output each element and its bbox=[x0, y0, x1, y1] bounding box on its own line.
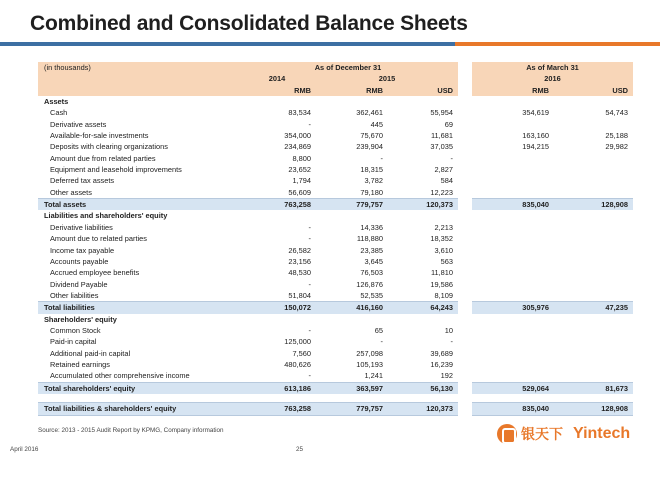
table-row bbox=[38, 336, 633, 347]
cell-value: 416,160 bbox=[316, 302, 388, 314]
page-number: 25 bbox=[296, 446, 304, 453]
cell-value bbox=[554, 164, 633, 175]
cell-value: - bbox=[308, 234, 311, 244]
cell-value: 69 bbox=[444, 119, 453, 129]
cell-value: 79,180 bbox=[360, 187, 383, 197]
cell-value bbox=[238, 210, 316, 221]
cell-value: 29,982 bbox=[605, 142, 629, 152]
cell-value bbox=[554, 394, 633, 403]
cell-value: 83,534 bbox=[288, 108, 311, 118]
cell-value bbox=[554, 290, 633, 302]
table-row bbox=[38, 256, 633, 267]
table-row bbox=[38, 222, 633, 233]
cell-value: 3,610 bbox=[434, 245, 453, 255]
cell-value: 194,215 bbox=[522, 142, 549, 152]
cell-value: 126,876 bbox=[356, 279, 383, 289]
row-label: Deposits with clearing organizations bbox=[50, 142, 168, 152]
cell-value: - bbox=[308, 371, 311, 381]
table-row bbox=[38, 119, 633, 130]
cell-value bbox=[472, 290, 554, 302]
cell-value: - bbox=[450, 337, 453, 347]
cell-value: 835,040 bbox=[472, 403, 554, 415]
currency-col-2: RMB bbox=[316, 85, 388, 96]
cell-value bbox=[388, 96, 458, 107]
cell-value bbox=[554, 222, 633, 233]
cell-value bbox=[472, 222, 554, 233]
cell-value bbox=[472, 245, 554, 256]
row-label: Liabilities and shareholders' equity bbox=[44, 211, 168, 221]
cell-value bbox=[554, 359, 633, 370]
cell-value bbox=[472, 279, 554, 290]
footer-date: April 2016 bbox=[10, 446, 39, 453]
table-row bbox=[38, 370, 633, 382]
row-label: Available-for-sale investments bbox=[50, 131, 149, 141]
row-label: Common Stock bbox=[50, 325, 101, 335]
cell-value bbox=[472, 210, 554, 221]
cell-value: 3,645 bbox=[364, 256, 383, 266]
cell-value: 14,336 bbox=[360, 222, 383, 232]
cell-value bbox=[472, 394, 554, 403]
cell-value bbox=[472, 256, 554, 267]
table-row bbox=[38, 164, 633, 175]
cell-value: 7,560 bbox=[292, 348, 311, 358]
row-label: Total liabilities bbox=[38, 302, 238, 314]
cell-value: 51,804 bbox=[288, 290, 311, 300]
currency-col-5: USD bbox=[554, 85, 633, 96]
cell-value: 779,757 bbox=[316, 403, 388, 415]
row-label: Amount due to related parties bbox=[50, 234, 147, 244]
cell-value: 234,869 bbox=[284, 142, 311, 152]
cell-value: - bbox=[308, 222, 311, 232]
cell-value: - bbox=[308, 325, 311, 335]
header-row-year bbox=[38, 73, 633, 84]
cell-value bbox=[388, 210, 458, 221]
cell-value: 445 bbox=[370, 119, 383, 129]
cell-value: 25,188 bbox=[605, 131, 629, 141]
cell-value bbox=[554, 187, 633, 199]
cell-value bbox=[554, 153, 633, 164]
cell-value: 763,258 bbox=[238, 199, 316, 211]
year-2015: 2015 bbox=[316, 73, 458, 84]
cell-value bbox=[554, 279, 633, 290]
cell-value: 52,535 bbox=[360, 290, 383, 300]
year-2014: 2014 bbox=[238, 73, 316, 84]
cell-value bbox=[472, 187, 554, 199]
cell-value: 55,954 bbox=[430, 108, 453, 118]
row-label: Accrued employee benefits bbox=[50, 268, 140, 278]
cell-value bbox=[388, 394, 458, 403]
cell-value: 18,315 bbox=[360, 165, 383, 175]
row-label bbox=[38, 394, 238, 403]
section-row bbox=[38, 314, 633, 325]
cell-value bbox=[472, 267, 554, 278]
row-label: Assets bbox=[44, 97, 69, 107]
total-row bbox=[38, 302, 633, 314]
source-note: Source: 2013 - 2015 Audit Report by KPMG, Company information bbox=[38, 427, 224, 434]
cell-value: 37,035 bbox=[430, 142, 453, 152]
cell-value bbox=[554, 256, 633, 267]
logo-mark-icon bbox=[497, 424, 517, 444]
cell-value: 16,239 bbox=[430, 359, 453, 369]
row-label: Retained earnings bbox=[50, 359, 110, 369]
cell-value: 11,681 bbox=[430, 131, 453, 141]
currency-col-3: USD bbox=[388, 85, 458, 96]
row-label: Other assets bbox=[50, 187, 92, 197]
cell-value bbox=[472, 175, 554, 186]
period-mar-header: As of March 31 bbox=[472, 62, 633, 73]
cell-value: 835,040 bbox=[472, 199, 554, 211]
cell-value: - bbox=[380, 153, 383, 163]
cell-value bbox=[238, 394, 316, 403]
cell-value: 118,880 bbox=[356, 234, 383, 244]
cell-value bbox=[472, 153, 554, 164]
table-row bbox=[38, 175, 633, 186]
row-label: Derivative liabilities bbox=[50, 222, 113, 232]
cell-value bbox=[472, 325, 554, 336]
cell-value: 563 bbox=[440, 256, 453, 266]
table-row bbox=[38, 141, 633, 152]
cell-value bbox=[472, 348, 554, 359]
cell-value: 354,619 bbox=[522, 108, 549, 118]
cell-value: 239,904 bbox=[356, 142, 383, 152]
cell-value: 128,908 bbox=[554, 403, 633, 415]
section-row bbox=[38, 210, 633, 221]
table-row bbox=[38, 267, 633, 278]
cell-value: 125,000 bbox=[284, 337, 311, 347]
table-row bbox=[38, 233, 633, 244]
table-row bbox=[38, 325, 633, 336]
cell-value: - bbox=[308, 279, 311, 289]
cell-value: 8,800 bbox=[292, 153, 311, 163]
total-row bbox=[38, 382, 633, 394]
cell-value bbox=[554, 233, 633, 244]
cell-value: 613,186 bbox=[238, 382, 316, 394]
total-row bbox=[38, 199, 633, 211]
cell-value bbox=[554, 348, 633, 359]
cell-value: 8,109 bbox=[434, 290, 453, 300]
cell-value: 10 bbox=[444, 325, 453, 335]
cell-value: 23,156 bbox=[288, 256, 311, 266]
cell-value bbox=[554, 325, 633, 336]
title-divider bbox=[0, 42, 660, 46]
cell-value bbox=[554, 210, 633, 221]
currency-col-1: RMB bbox=[238, 85, 316, 96]
cell-value: 11,810 bbox=[430, 268, 453, 278]
cell-value bbox=[554, 96, 633, 107]
cell-value bbox=[472, 314, 554, 325]
cell-value bbox=[238, 96, 316, 107]
row-label: Additional paid-in capital bbox=[50, 348, 131, 358]
cell-value: 2,213 bbox=[434, 222, 453, 232]
cell-value: - bbox=[450, 153, 453, 163]
cell-value bbox=[472, 119, 554, 130]
row-label: Cash bbox=[50, 108, 68, 118]
cell-value bbox=[316, 210, 388, 221]
cell-value: 128,908 bbox=[554, 199, 633, 211]
divider-orange-segment bbox=[455, 42, 660, 46]
spacer-row bbox=[38, 394, 633, 403]
cell-value: 779,757 bbox=[316, 199, 388, 211]
year-2016: 2016 bbox=[472, 73, 633, 84]
cell-value: 23,385 bbox=[360, 245, 383, 255]
cell-value: 48,530 bbox=[288, 268, 311, 278]
cell-value: 105,193 bbox=[356, 359, 383, 369]
table-row bbox=[38, 348, 633, 359]
cell-value: 1,241 bbox=[364, 371, 383, 381]
row-label: Derivative assets bbox=[50, 119, 107, 129]
cell-value: - bbox=[308, 119, 311, 129]
row-label: Amount due from related parties bbox=[50, 153, 156, 163]
cell-value: 18,352 bbox=[430, 234, 453, 244]
cell-value bbox=[238, 314, 316, 325]
cell-value bbox=[554, 175, 633, 186]
cell-value bbox=[316, 314, 388, 325]
cell-value bbox=[554, 267, 633, 278]
table-row bbox=[38, 130, 633, 141]
cell-value: 47,235 bbox=[554, 302, 633, 314]
page-title: Combined and Consolidated Balance Sheets bbox=[30, 12, 468, 35]
cell-value: 163,160 bbox=[522, 131, 549, 141]
cell-value: 39,689 bbox=[430, 348, 453, 358]
cell-value bbox=[472, 164, 554, 175]
cell-value bbox=[316, 394, 388, 403]
table-row bbox=[38, 290, 633, 302]
cell-value bbox=[472, 233, 554, 244]
cell-value: 65 bbox=[374, 325, 383, 335]
table-row bbox=[38, 279, 633, 290]
cell-value: 120,373 bbox=[388, 199, 458, 211]
cell-value: 305,976 bbox=[472, 302, 554, 314]
cell-value: 2,827 bbox=[434, 165, 453, 175]
row-label: Total liabilities & shareholders' equity bbox=[38, 403, 238, 415]
logo-chinese-text: 银天下 bbox=[521, 426, 563, 442]
logo-english-text: Yintech bbox=[573, 425, 631, 442]
cell-value: 56,130 bbox=[388, 382, 458, 394]
cell-value: 81,673 bbox=[554, 382, 633, 394]
units-label: (in thousands) bbox=[38, 62, 238, 73]
cell-value: 3,782 bbox=[364, 176, 383, 186]
row-label: Dividend Payable bbox=[50, 279, 108, 289]
cell-value bbox=[472, 370, 554, 382]
row-label: Total assets bbox=[38, 199, 238, 211]
cell-value: 23,652 bbox=[288, 165, 311, 175]
cell-value: 257,098 bbox=[356, 348, 383, 358]
cell-value: 480,626 bbox=[284, 359, 311, 369]
row-label: Paid-in capital bbox=[50, 337, 97, 347]
row-label: Accumulated other comprehensive income bbox=[50, 371, 190, 381]
row-label: Shareholders' equity bbox=[44, 314, 117, 324]
cell-value: - bbox=[380, 337, 383, 347]
cell-value: 363,597 bbox=[316, 382, 388, 394]
divider-blue-segment bbox=[0, 42, 455, 46]
cell-value: 64,243 bbox=[388, 302, 458, 314]
cell-value: 56,609 bbox=[288, 187, 311, 197]
cell-value bbox=[472, 359, 554, 370]
cell-value: 763,258 bbox=[238, 403, 316, 415]
row-label: Equipment and leasehold improvements bbox=[50, 165, 182, 175]
row-label: Deferred tax assets bbox=[50, 176, 115, 186]
cell-value: 1,794 bbox=[292, 176, 311, 186]
cell-value bbox=[554, 336, 633, 347]
balance-sheet-table bbox=[38, 62, 633, 416]
cell-value: 26,582 bbox=[288, 245, 311, 255]
table-row bbox=[38, 107, 633, 118]
period-dec-header: As of December 31 bbox=[238, 62, 458, 73]
cell-value: 75,670 bbox=[360, 131, 383, 141]
cell-value: 354,000 bbox=[284, 131, 311, 141]
cell-value: 584 bbox=[440, 176, 453, 186]
cell-value: 192 bbox=[440, 371, 453, 381]
cell-value: 150,072 bbox=[238, 302, 316, 314]
cell-value bbox=[316, 96, 388, 107]
cell-value bbox=[554, 245, 633, 256]
currency-col-4: RMB bbox=[472, 85, 554, 96]
cell-value bbox=[472, 336, 554, 347]
cell-value: 76,503 bbox=[360, 268, 383, 278]
table-row bbox=[38, 153, 633, 164]
section-row bbox=[38, 96, 633, 107]
row-label: Income tax payable bbox=[50, 245, 115, 255]
row-label: Other liabilities bbox=[50, 290, 99, 300]
cell-value bbox=[554, 119, 633, 130]
cell-value bbox=[554, 370, 633, 382]
cell-value bbox=[472, 96, 554, 107]
cell-value: 19,586 bbox=[430, 279, 453, 289]
row-label: Accounts payable bbox=[50, 256, 109, 266]
cell-value: 362,461 bbox=[356, 108, 383, 118]
cell-value: 12,223 bbox=[430, 187, 453, 197]
row-label: Total shareholders' equity bbox=[38, 382, 238, 394]
cell-value: 54,743 bbox=[605, 108, 629, 118]
header-row-currency bbox=[38, 85, 633, 96]
table-row bbox=[38, 187, 633, 199]
table-row bbox=[38, 359, 633, 370]
cell-value bbox=[554, 314, 633, 325]
company-logo bbox=[497, 424, 630, 444]
header-row-period bbox=[38, 62, 633, 73]
cell-value: 120,373 bbox=[388, 403, 458, 415]
total-row bbox=[38, 403, 633, 415]
cell-value bbox=[388, 314, 458, 325]
table-row bbox=[38, 245, 633, 256]
cell-value: 529,064 bbox=[472, 382, 554, 394]
